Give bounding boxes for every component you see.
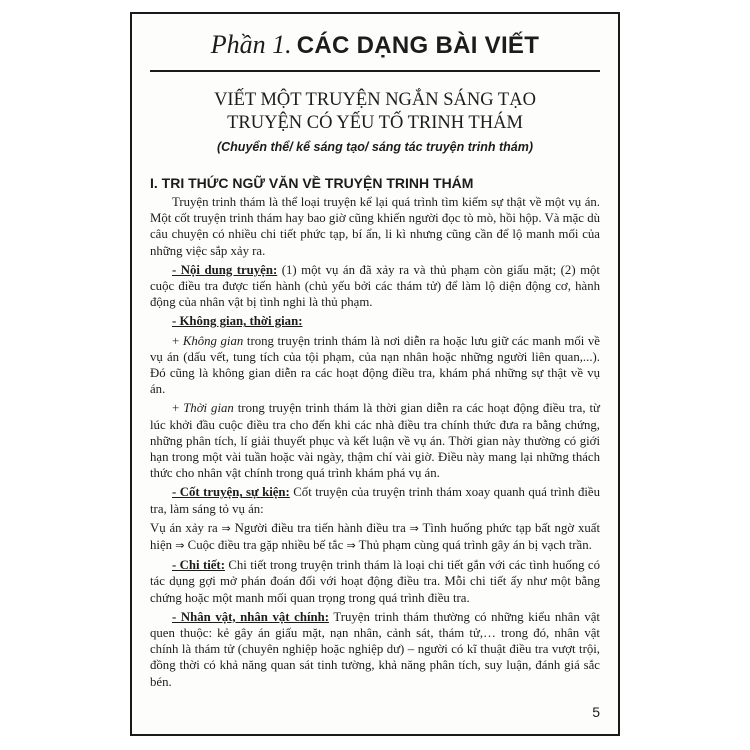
space-text: trong truyện trinh thám là nơi diễn ra hoặc lưu giữ các manh mối về vụ án (dấu vết, tung tích của tội phạm, của nạn nhân hoặc những người liên quan,...). Đó cũng là không gian diễn ra các hoạt động điều tra, khám phá những sự thật về vụ án. <box>150 333 600 397</box>
plot-step: Người điều tra tiến hành điều tra <box>230 520 410 535</box>
term-content: - Nội dung truyện: <box>172 262 278 277</box>
part-label: Phần 1. <box>210 30 292 59</box>
paragraph-plot <box>150 484 600 516</box>
paragraph-space <box>150 333 600 398</box>
paragraph-content <box>150 262 600 311</box>
right-arrow-icon: ⇒ <box>175 539 185 553</box>
right-arrow-icon: ⇒ <box>221 521 231 535</box>
right-arrow-icon: ⇒ <box>409 521 419 535</box>
header-rule <box>150 70 600 72</box>
bullet-plus: + <box>172 333 183 348</box>
section-heading: I. TRI THỨC NGỮ VĂN VỀ TRUYỆN TRINH THÁM <box>150 175 474 191</box>
character-text: Truyện trinh thám thường có những kiểu nhân vật quen thuộc: kẻ gây án giấu mặt, nạn nhân, cảnh sát, thám tử,… trong đó, nhân vật chính là thám tử (chuyên nghiệp hoặc nghiệp dư) – người có kĩ thuật điều tra vượt trội, đồng thời có khả năng quan sát tinh tường, khả năng phân tích, suy luận, đánh giá sắc bén. <box>150 609 600 689</box>
paragraph-intro: Truyện trinh thám là thể loại truyện kể lại quá trình tìm kiếm sự thật về một vụ án. Một cốt truyện trinh thám hay bao giờ cũng khiến người đọc tò mò, hồi hộp. Và mặc dù câu chuyện có nhiều chi tiết phức tạp, bí ẩn, li kì nhưng cũng cần để lộ manh mối của những việc sắp xảy ra. <box>150 195 600 258</box>
term-space-time: - Không gian, thời gian: <box>172 314 303 329</box>
detail-text: Chi tiết trong truyện trinh thám là loại chi tiết gắn với các tình huống có tác dụng gợi mở phán đoán đối với hoạt động điều tra. Mỗi chi tiết ấy như một bằng chứng hoặc một manh mối quan trọng trong quá trình điều tra. <box>150 558 601 605</box>
content-text: (1) một vụ án đã xảy ra và thủ phạm còn giấu mặt; (2) một cuộc điều tra được tiến hành (chủ yếu bởi các thám tử) để làm lộ diện động cơ, hành động của nhân vật bị tình nghi là thủ phạm. <box>150 262 600 310</box>
plot-step: Cuộc điều tra gặp nhiều bế tắc <box>184 538 347 553</box>
right-arrow-icon: ⇒ <box>346 539 356 553</box>
term-time: Thời gian <box>183 401 234 416</box>
article-title-line-1: VIẾT MỘT TRUYỆN NGẮN SÁNG TẠO <box>214 90 536 110</box>
body-text <box>150 194 600 693</box>
paragraph-space-time <box>150 313 600 329</box>
time-text: trong truyện trinh thám là thời gian diễn ra các hoạt động điều tra, từ lúc khởi đầu cuộc điều tra cho đến khi các nhà điều tra chính thức đưa ra bằng chứng, những phân tích, lí giải thuyết phục và kết luận về vụ án. Thời gian này thường có giới hạn trong một vài tuần hoặc vài ngày, thậm chí vài giờ. Điều này mang lại những thách thức cho nhân vật chính trong quá trình khám phá vụ án. <box>150 401 600 481</box>
plot-text: Cốt truyện của truyện trinh thám xoay quanh quá trình điều tra, làm sáng tỏ vụ án: <box>150 485 600 516</box>
part-header <box>132 30 618 60</box>
part-title: CÁC DẠNG BÀI VIẾT <box>296 32 540 59</box>
plot-step: Vụ án xảy ra <box>150 520 222 535</box>
paragraph-detail <box>150 557 600 606</box>
plot-step: Thủ phạm cùng quá trình gây án bị vạch trần. <box>355 538 592 553</box>
term-space: Không gian <box>182 333 244 348</box>
paragraph-character <box>150 609 600 690</box>
book-page <box>130 12 620 736</box>
article-title-line-2: TRUYỆN CÓ YẾU TỐ TRINH THÁM <box>227 113 523 133</box>
term-character: - Nhân vật, nhân vật chính: <box>172 609 330 624</box>
paragraph-time <box>150 400 600 481</box>
bullet-plus: + <box>172 401 184 416</box>
page-number: 5 <box>592 704 600 720</box>
term-detail: - Chi tiết: <box>172 558 225 573</box>
plot-step: Tình huống phức tạp bất ngờ xuất hiện <box>150 520 600 553</box>
term-plot: - Cốt truyện, sự kiện: <box>172 485 290 500</box>
article-subtitle: (Chuyển thể/ kể sáng tạo/ sáng tác truyện trinh thám) <box>216 140 534 154</box>
paragraph-plot-sequence <box>150 520 600 554</box>
